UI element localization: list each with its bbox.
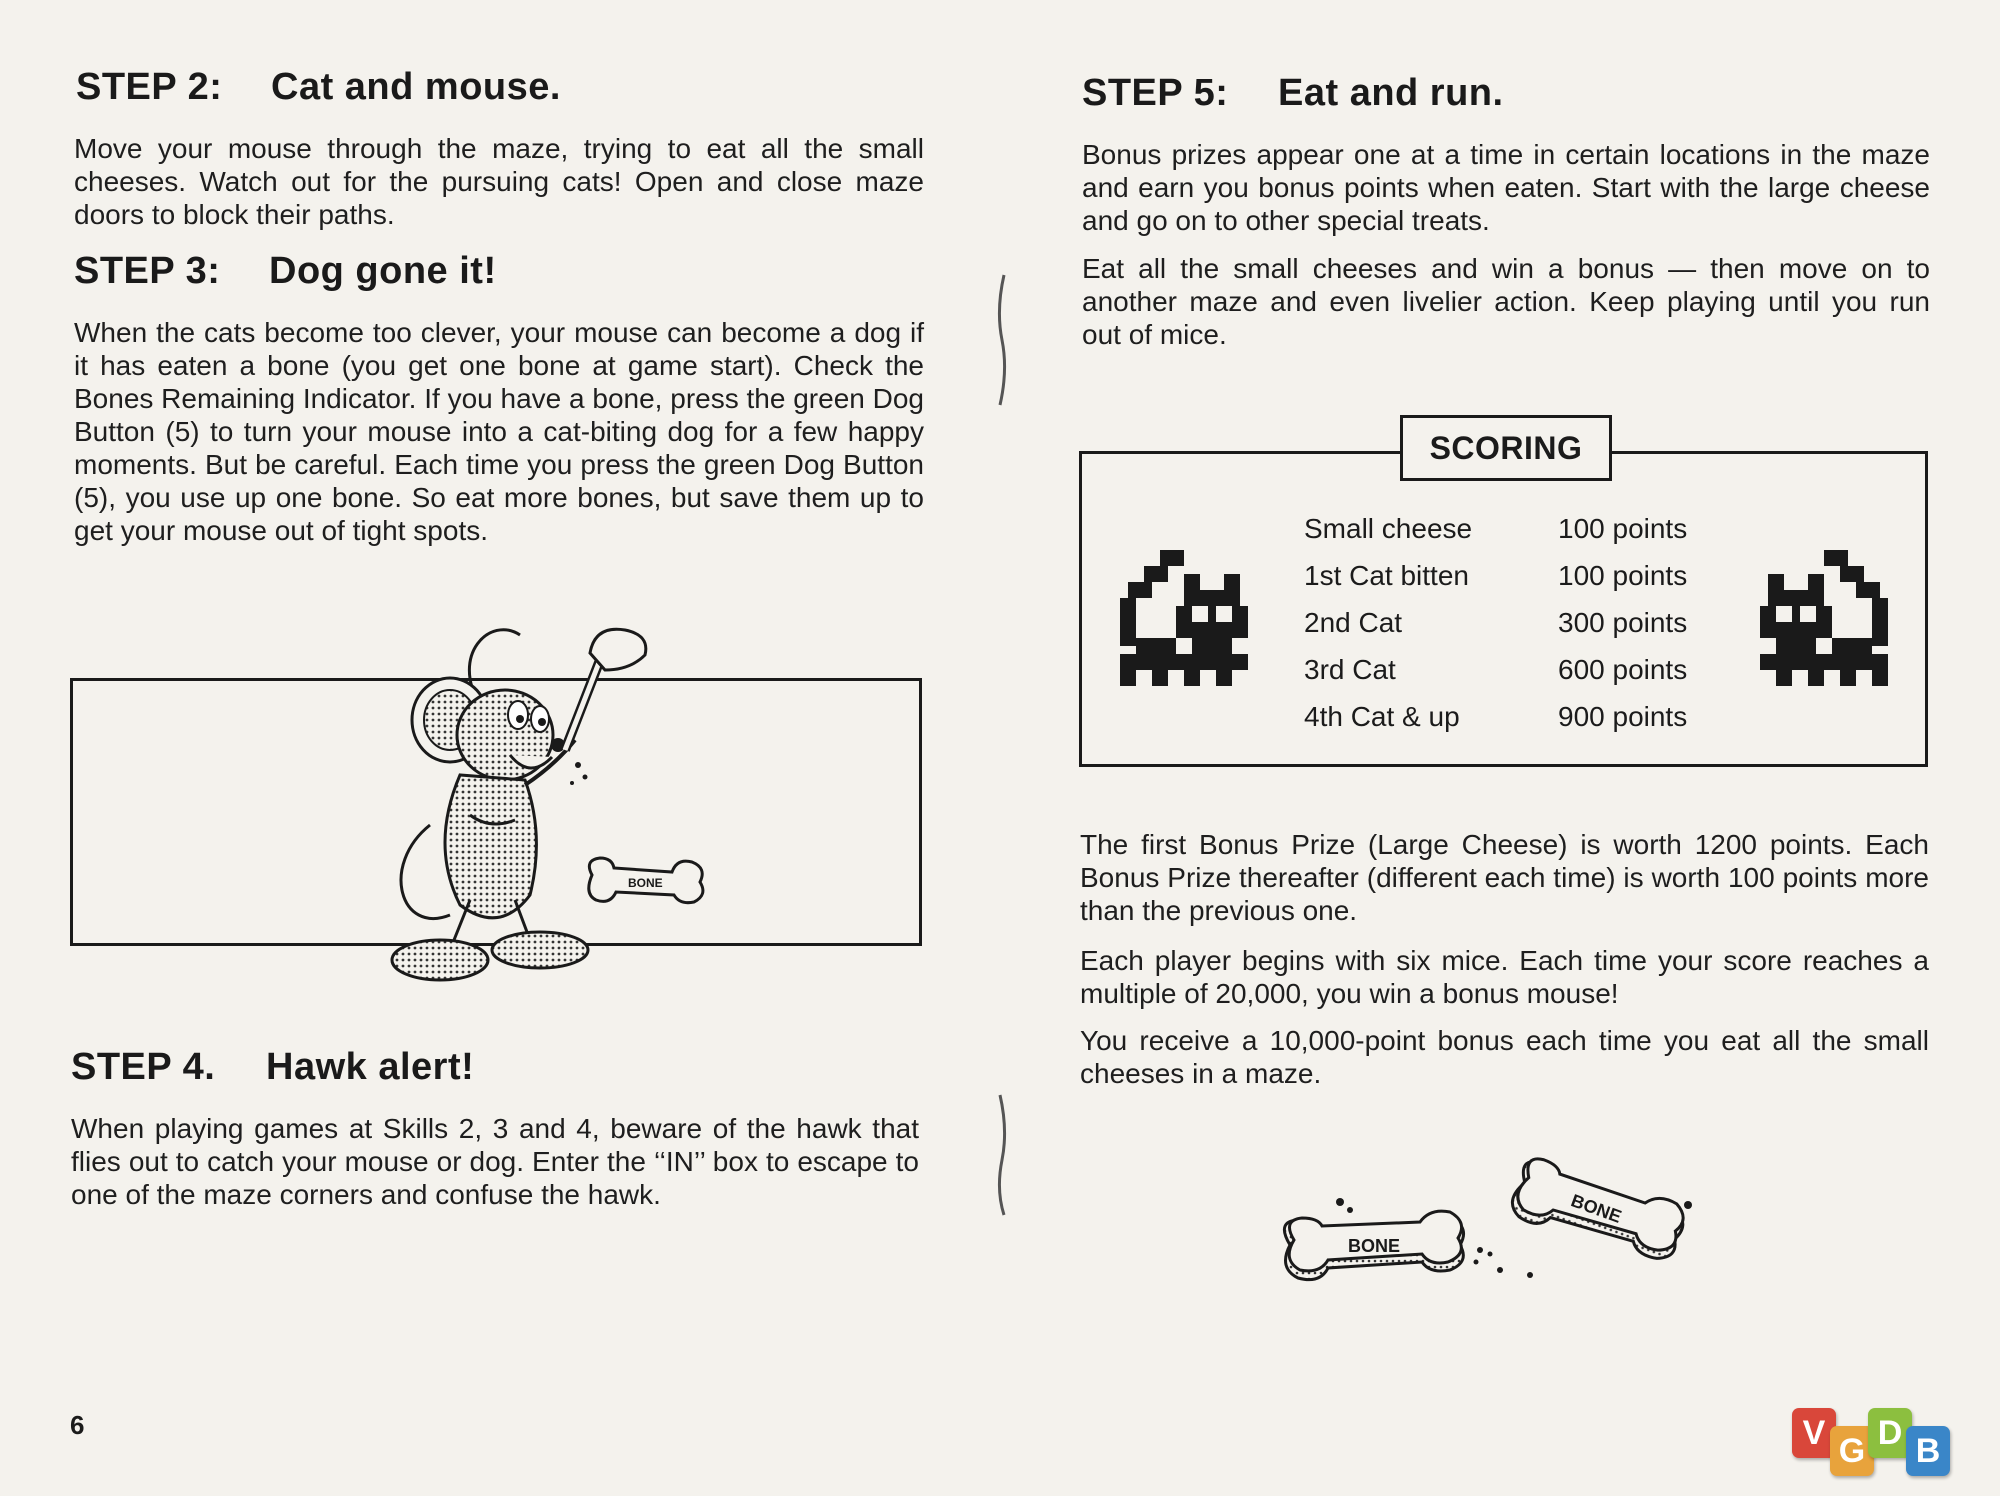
scoring-row-points: 100 points: [1558, 560, 1688, 591]
scoring-title: SCORING: [1400, 415, 1612, 481]
bone-label: BONE: [1568, 1190, 1625, 1227]
scoring-row: [1304, 654, 1744, 694]
step-4-number: STEP 4.: [71, 1046, 216, 1088]
step-5-paragraph-2: Eat all the small cheeses and win a bonus — then move on to another maze and even livelier action. Keep playing until you run out of mice.: [1082, 253, 1930, 350]
scoring-row-points: 600 points: [1558, 654, 1688, 685]
bonus-paragraph-1: The first Bonus Prize (Large Cheese) is worth 1200 points. Each Bonus Prize thereafter (different each time) is worth 100 points more than the previous one.: [1080, 829, 1929, 926]
scoring-row: [1304, 560, 1744, 600]
scoring-row-points: 100 points: [1558, 513, 1688, 544]
bone-icon: [1284, 1211, 1463, 1280]
page-number: 6: [70, 1410, 85, 1440]
step-3-number: STEP 3:: [74, 250, 221, 292]
bone-icon: [1507, 1150, 1690, 1272]
scoring-row: [1304, 701, 1744, 741]
step-2-title: Cat and mouse.: [271, 66, 561, 108]
vgdb-watermark: [1792, 1408, 1992, 1478]
step-2-text: Move your mouse through the maze, trying to eat all the small cheeses. Watch out for the pursuing cats! Open and close maze doors to block their paths.: [74, 133, 924, 230]
scoring-row: [1304, 607, 1744, 647]
bone-label: BONE: [628, 876, 663, 890]
step-4-heading: [71, 1046, 474, 1089]
scoring-row: [1304, 513, 1744, 553]
step-2-heading: [76, 66, 561, 109]
bonus-paragraph-3: You receive a 10,000-point bonus each time you eat all the small cheeses in a maze.: [1080, 1025, 1929, 1089]
scoring-row-points: 300 points: [1558, 607, 1688, 638]
step-2-number: STEP 2:: [76, 66, 223, 108]
step-4-title: Hawk alert!: [266, 1046, 475, 1088]
mouse-with-bone-illustration: [340, 615, 720, 985]
scoring-row-label: 3rd Cat: [1304, 654, 1396, 685]
pixel-cat-right-icon: [1752, 550, 1888, 694]
vgdb-tile-g: G: [1830, 1426, 1874, 1476]
step-3-heading: [74, 250, 497, 293]
vgdb-tile-d: D: [1868, 1408, 1912, 1458]
step-4-text: When playing games at Skills 2, 3 and 4, beware of the hawk that flies out to catch your mouse or dog. Enter the ‘‘IN’’ box to escape to one of the maze corners and confuse the hawk.: [71, 1113, 919, 1210]
bones-illustration: [1270, 1150, 1720, 1330]
vgdb-tile-b: B: [1906, 1426, 1950, 1476]
scoring-row-label: 2nd Cat: [1304, 607, 1403, 638]
scoring-row-label: 1st Cat bitten: [1304, 560, 1469, 591]
step-3-text: When the cats become too clever, your mouse can become a dog if it has eaten a bone (you get one bone at game start). Check the Bones Remaining Indicator. If you have a bone, press the green Dog Button (5) to turn your mouse into a cat-biting dog for a few happy moments. But be careful. Each time you press the green Dog Button (5), you use up one bone. So eat more bones, but save them up to get your mouse out of tight spots.: [74, 317, 924, 546]
scoring-row-label: Small cheese: [1304, 513, 1473, 544]
scoring-row-points: 900 points: [1558, 701, 1688, 732]
step-5-paragraph-1: Bonus prizes appear one at a time in certain locations in the maze and earn you bonus points when eaten. Start with the large cheese and go on to other special treats.: [1082, 139, 1930, 236]
bone-icon: [582, 850, 712, 920]
step-5-title: Eat and run.: [1278, 72, 1504, 114]
step-5-number: STEP 5:: [1082, 72, 1229, 114]
vgdb-tile-v: V: [1792, 1408, 1836, 1458]
step-5-heading: [1082, 72, 1504, 115]
bonus-paragraph-2: Each player begins with six mice. Each time your score reaches a multiple of 20,000, you win a bonus mouse!: [1080, 945, 1929, 1009]
step-3-title: Dog gone it!: [269, 250, 497, 292]
pixel-cat-left-icon: [1120, 550, 1256, 694]
bone-label: BONE: [1348, 1236, 1401, 1256]
scoring-row-label: 4th Cat & up: [1304, 701, 1460, 732]
right-page: [1000, 0, 2000, 1496]
